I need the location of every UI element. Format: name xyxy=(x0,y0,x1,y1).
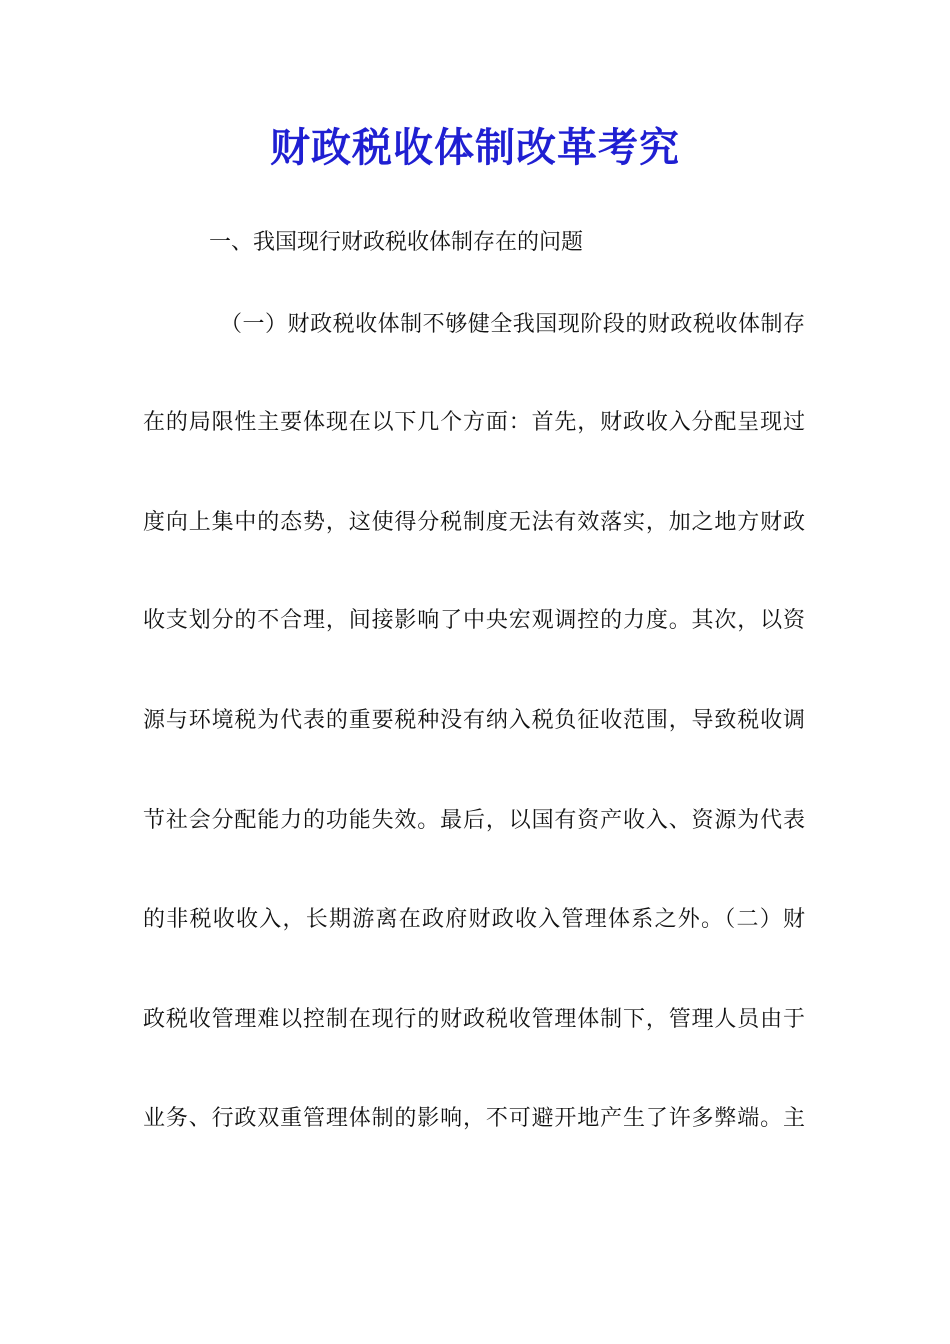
document-title: 财政税收体制改革考究 xyxy=(270,124,680,171)
paragraph-line: 收支划分的不合理，间接影响了中央宏观调控的力度。其次，以资 xyxy=(143,608,805,633)
paragraph-line: 度向上集中的态势，这使得分税制度无法有效落实，加之地方财政 xyxy=(143,510,805,535)
paragraph-line: （一）财政税收体制不够健全我国现阶段的财政税收体制存 xyxy=(220,312,805,337)
paragraph-line: 节社会分配能力的功能失效。最后，以国有资产收入、资源为代表 xyxy=(143,808,805,833)
paragraph-line: 业务、行政双重管理体制的影响，不可避开地产生了许多弊端。主 xyxy=(143,1106,805,1131)
paragraph-line: 源与环境税为代表的重要税种没有纳入税负征收范围，导致税收调 xyxy=(143,708,805,733)
paragraph-line: 政税收管理难以控制在现行的财政税收管理体制下，管理人员由于 xyxy=(143,1007,805,1032)
section-heading: 一、我国现行财政税收体制存在的问题 xyxy=(209,230,584,255)
paragraph-line: 的非税收收入，长期游离在政府财政收入管理体系之外。（二）财 xyxy=(143,907,805,932)
paragraph-line: 在的局限性主要体现在以下几个方面：首先，财政收入分配呈现过 xyxy=(143,410,805,435)
